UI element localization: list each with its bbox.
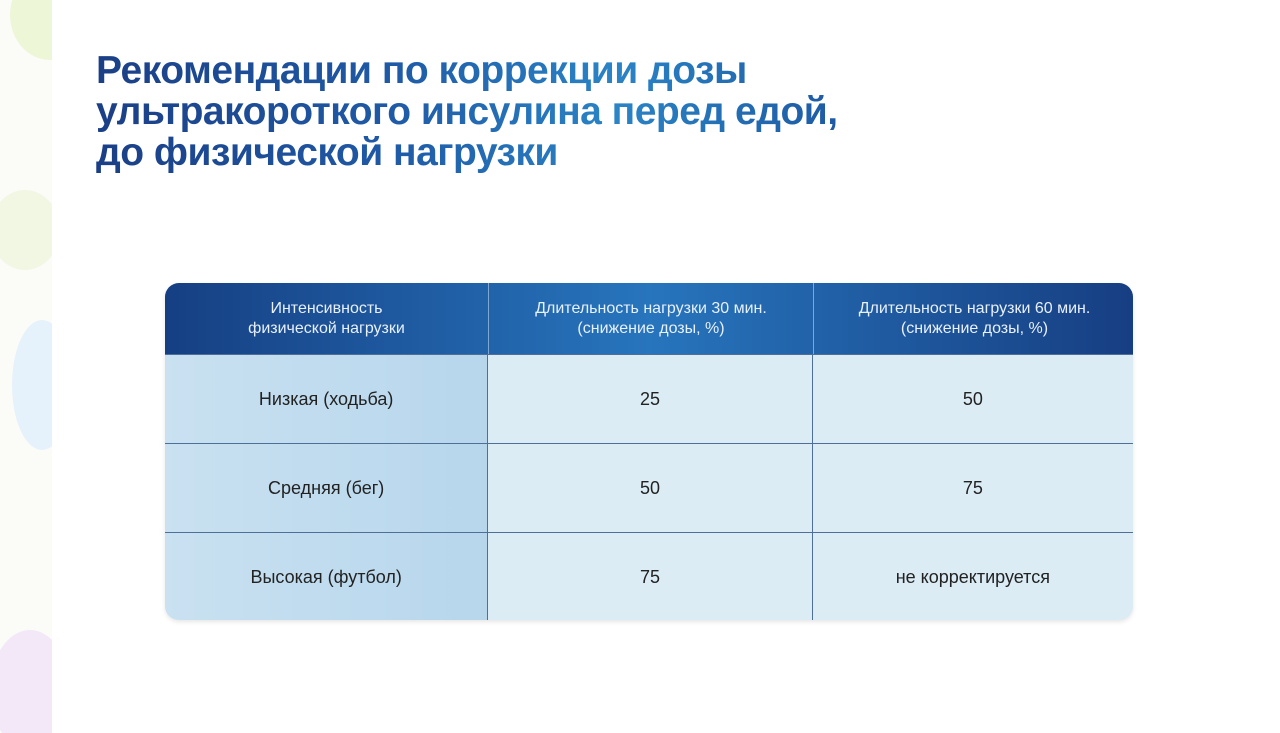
decorative-circle: [0, 190, 52, 270]
decorative-circle: [10, 0, 52, 60]
cell-30-min: 75: [488, 533, 812, 620]
cell-60-min: не корректируется: [813, 533, 1133, 620]
page-title: [96, 50, 838, 173]
decorative-circle: [0, 630, 52, 733]
decorative-strip: [0, 0, 52, 733]
header-intensity: Интенсивность физической нагрузки: [165, 283, 489, 354]
table-row: [165, 532, 1133, 620]
table-row: [165, 354, 1133, 443]
decorative-circle: [12, 320, 52, 450]
cell-30-min: 50: [488, 444, 812, 532]
cell-intensity: Высокая (футбол): [165, 533, 488, 620]
title-line: ультракороткого инсулина перед едой,: [96, 90, 838, 133]
cell-intensity: Низкая (ходьба): [165, 355, 488, 443]
header-60-min: Длительность нагрузки 60 мин. (снижение дозы, %): [858, 299, 1091, 337]
header-30-min: Длительность нагрузки 30 мин. (снижение дозы, %): [489, 283, 814, 354]
dose-correction-table: [165, 283, 1133, 620]
table-row: [165, 443, 1133, 532]
cell-intensity: Средняя (бег): [165, 444, 488, 532]
table-header: [165, 283, 1133, 354]
cell-60-min: 50: [813, 355, 1133, 443]
title-line: до физической нагрузки: [96, 131, 558, 174]
title-line: Рекомендации по коррекции дозы: [96, 49, 747, 92]
cell-60-min: 75: [813, 444, 1133, 532]
cell-30-min: 25: [488, 355, 812, 443]
